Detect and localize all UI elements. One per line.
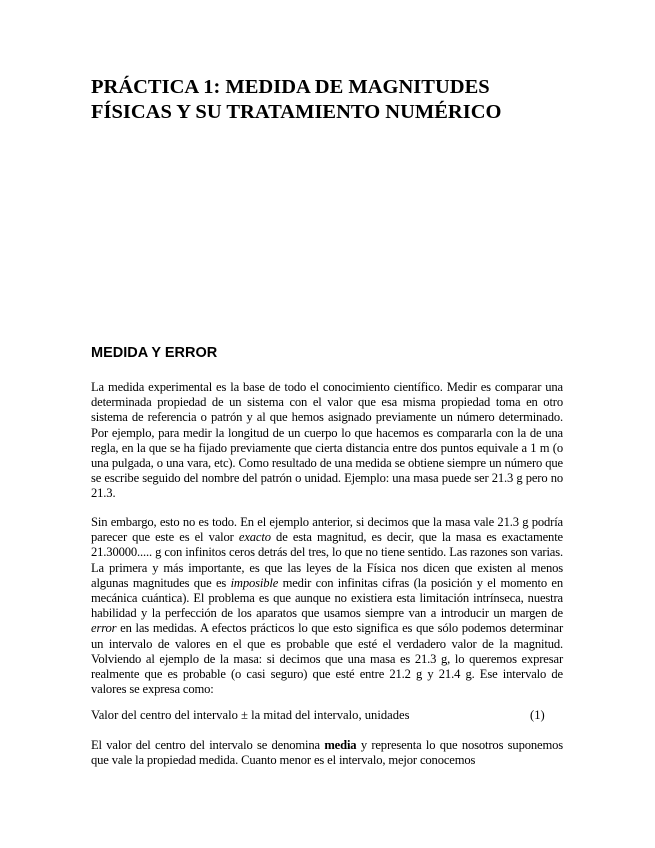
section-heading: MEDIDA Y ERROR (91, 345, 218, 361)
paragraph-2-text: medir con infinitas cifras (la posición y el momento en mecánica cuántica). El problema es que aunque no existiera esta limitación intrínseca, nuestra habilidad y la perfección de los aparatos que usamos siempre van a introducir un margen de (91, 575, 564, 621)
equation-number: (1) (530, 708, 545, 722)
paragraph-2-text: Sin embargo, esto no es todo. En el ejemplo anterior, si decimos que la masa vale 21.3 g podría parecer que este es el valor (91, 515, 563, 545)
page-title-line-1: PRÁCTICA 1: MEDIDA DE MAGNITUDES (91, 76, 490, 98)
page-title-line-2: FÍSICAS Y SU TRATAMIENTO NUMÉRICO (91, 101, 502, 123)
equation-text: Valor del centro del intervalo ± la mitad del intervalo, unidades (91, 708, 410, 722)
equation-line (91, 708, 563, 723)
emphasis-error: error (91, 621, 117, 636)
paragraph-3 (91, 738, 563, 768)
paragraph-2-text: en las medidas. A efectos prácticos lo que esto significa es que sólo podemos determinar un intervalo de valores en el que es probable que esté el verdadero valor de la magnitud. Volviendo al ejemplo de la masa: si decimos que una masa es 21.3 g, lo queremos expresar realmente que es probable (o casi seguro) que esté entre 21.2 g y 21.4 g. Ese intervalo de valores se expresa como: (91, 621, 563, 697)
page-title (91, 75, 591, 125)
paragraph-1: La medida experimental es la base de todo el conocimiento científico. Medir es comparar una determinada propiedad de un sistema con el valor que esa misma propiedad toma en otro sistema de referencia o patrón y al que hemos asignado previamente un número determinado. Por ejemplo, para medir la longitud de un cuerpo lo que hacemos es compararla con la de una regla, en la que se ha fijado previamente que cierta distancia entre dos puntos equivale a 1 m (o una pulgada, o una vara, etc). Como resultado de una medida se obtiene siempre un número que se escribe seguido del nombre del patrón o unidad. Ejemplo: una masa puede ser 21.3 g pero no 21.3. (91, 380, 563, 501)
emphasis-imposible: imposible (230, 575, 279, 590)
paragraph-2 (91, 515, 563, 697)
term-media: media (324, 738, 357, 752)
paragraph-3-text: El valor del centro del intervalo se denomina (91, 738, 325, 752)
paragraph-3-text: y representa lo que nosotros suponemos que vale la propiedad medida. Cuanto menor es el intervalo, mejor conocemos (91, 738, 563, 768)
paragraph-2-text: de esta magnitud, es decir, que la masa es exactamente 21.30000..... g con infinitos ceros detrás del tres, lo que no tiene sentido. Las razones son varias. La primera y más importante, es que las leyes de la Física nos dicen que existen al menos algunas magnitudes que es (91, 530, 563, 590)
emphasis-exacto: exacto (238, 530, 271, 545)
